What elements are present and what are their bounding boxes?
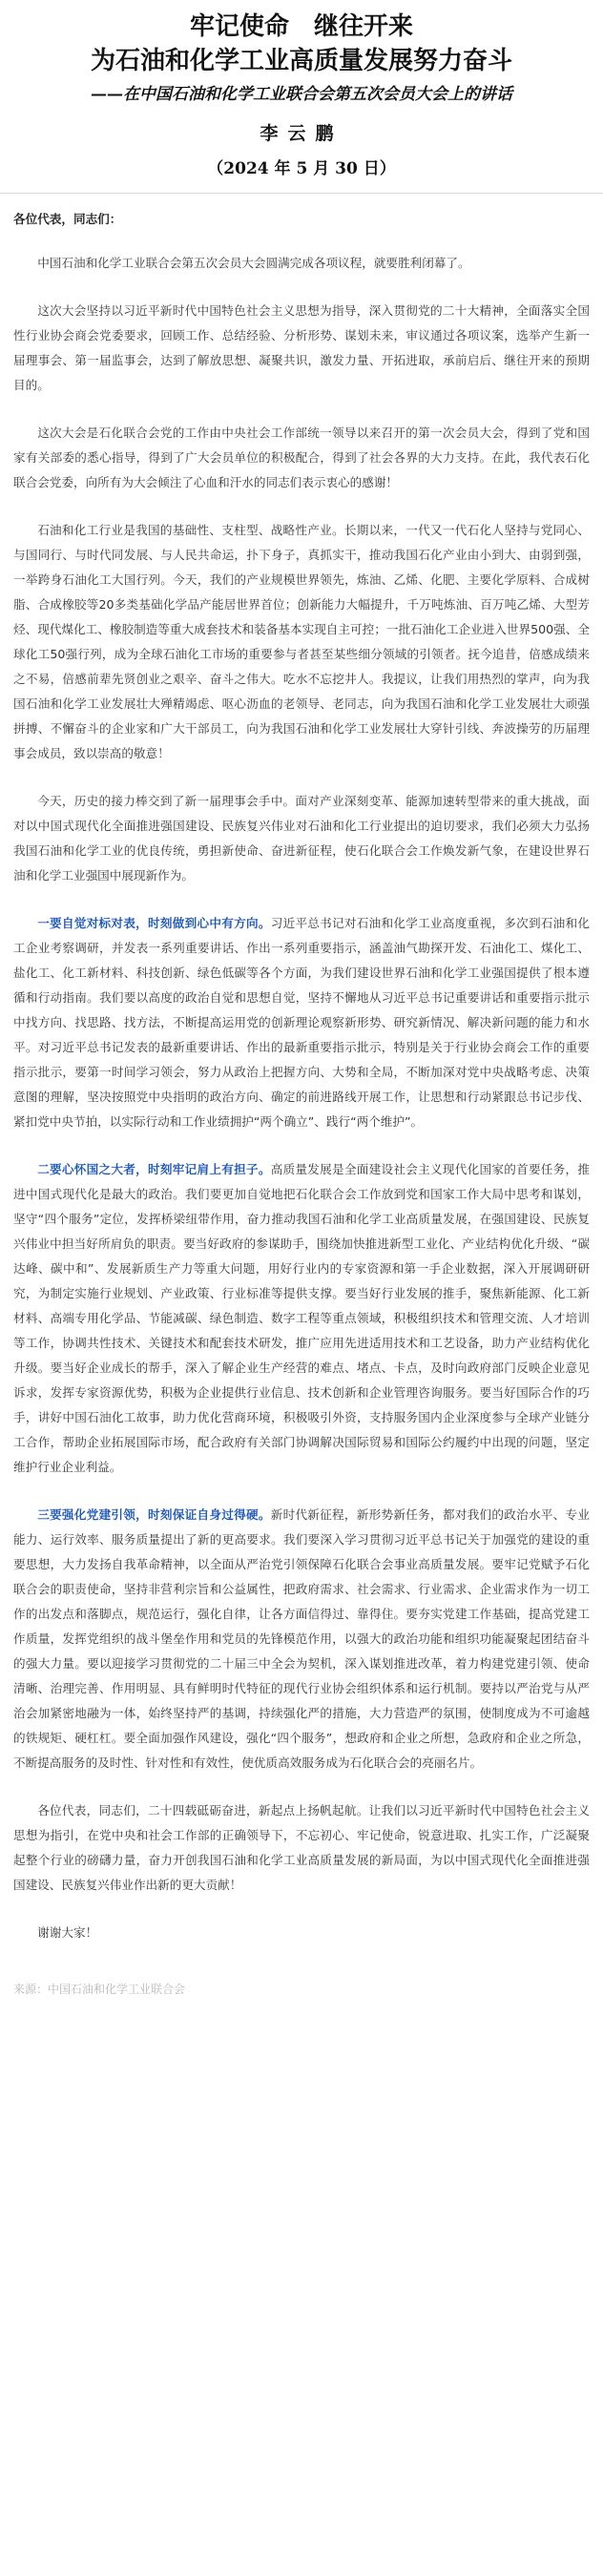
closing-paragraph: 各位代表，同志们，二十四载砥砺奋进，新起点上扬帆起航。让我们以习近平新时代中国特色社会主义思想为指引，在党中央和社会工作部的正确领导下，不忘初心、牢记使命，锐意进取、扎实工作，广泛凝聚起整个行业的磅礴力量，奋力开创我国石油和化学工业高质量发展的新局面，为以中国式现代化全面推进强国建设、民族复兴伟业作出新的更大贡献！ xyxy=(13,1803,590,1892)
paragraph-7-heading: 二要心怀国之大者，时刻牢记肩上有担子。 xyxy=(37,1162,271,1176)
paragraph-1: 中国石油和化学工业联合会第五次会员大会圆满完成各项议程，就要胜利闭幕了。 xyxy=(37,256,470,270)
article-subtitle: ——在中国石油和化学工业联合会第五次会员大会上的讲话 xyxy=(91,85,512,104)
title-line-2: 为石油和化学工业高质量发展努力奋斗 xyxy=(90,47,512,75)
thanks-line: 谢谢大家！ xyxy=(37,1925,98,1940)
header-divider xyxy=(0,193,603,194)
article-title xyxy=(13,10,590,78)
paragraph-7-text: 高质量发展是全面建设社会主义现代化国家的首要任务，推进中国式现代化是最大的政治。我们要更加自觉地把石化联合会工作放到党和国家工作大局中思考和谋划，坚守“四个服务”定位，发挥桥梁纽带作用，奋力推动我国石油和化学工业高质量发展，在强国建设、民族复兴伟业中担当好所肩负的职责。要当好政府的参谋助手，围绕加快推进新型工业化、产业结构优化升级、“碳达峰、碳中和”、发展新质生产力等重大问题，用好行业内的专家资源和第一手企业数据，深入开展调研研究，为制定实施行业规划、产业政策、行业标准等提供支撑。要当好行业发展的推手，聚焦新能源、化工新材料、高端专用化学品、节能减碳、绿色制造、数字工程等重点领域，积极组织技术和管理交流、人才培训等工作，协调共性技术、关键技术和配套技术研发，推广应用先进适用技术和工艺设备，助力产业结构优化升级。要当好企业成长的帮手，深入了解企业生产经营的难点、堵点、卡点，及时向政府部门反映企业意见诉求，发挥专家资源优势，积极为企业提供行业信息、技术创新和企业管理咨询服务。要当好国际合作的巧手，讲好中国石油化工故事，助力优化营商环境，积极吸引外资，支持服务国内企业深度参与全球产业链分工合作，帮助企业拓展国际市场，配合政府有关部门协调解决国际贸易和国际公约履约中出现的问题，坚定维护行业企业利益。 xyxy=(13,1162,591,1474)
title-line-1: 牢记使命 继往开来 xyxy=(189,12,413,41)
paragraph-6-text: 习近平总书记对石油和化学工业高度重视，多次到石油和化工企业考察调研，并发表一系列重要讲话、作出一系列重要指示，涵盖油气勘探开发、石油化工、煤化工、盐化工、化工新材料、科技创新、绿色低碳等各个方面，为我们建设世界石油和化学工业强国提供了根本遵循和行动指南。我们要以高度的政治自觉和思想自觉，坚持不懈地从习近平总书记重要讲话和重要指示批示中找方向、找思路、找方法，不断提高运用党的创新理论观察新形势、研究新情况、解决新问题的能力和水平。对习近平总书记发表的最新重要讲话、作出的最新重要指示批示，特别是关于行业协会商会工作的重要指示批示，要第一时间学习领会，努力从政治上把握方向、大势和全局，不断加深对党中央战略考虑、决策意图的理解，坚决按照党中央指明的政治方向、确定的前进路线开展工作，让思想和行动紧跟总书记步伐、紧扣党中央节拍，以实际行动和工作业绩拥护“两个确立”、践行“两个维护”。 xyxy=(13,916,591,1129)
speaker-name: 李云鹏 xyxy=(260,123,343,144)
paragraph-2: 这次大会坚持以习近平新时代中国特色社会主义思想为指导，深入贯彻党的二十大精神，全面落实全国性行业协会商会党委要求，回顾工作、总结经验、分析形势、谋划未来，审议通过各项议案，选举产生新一届理事会、第一届监事会，达到了解放思想、凝聚共识，激发力量、开拓进取，承前启后、继往开来的预期目的。 xyxy=(13,303,590,392)
greeting: 各位代表，同志们： xyxy=(13,212,122,226)
article-header xyxy=(13,0,590,181)
paragraph-4: 石油和化工行业是我国的基础性、支柱型、战略性产业。长期以来，一代又一代石化人坚持与党同心、与国同行、与时代同发展、与人民共命运，扑下身子，真抓实干，推动我国石化产业由小到大、由弱到强，一举跨身石油化工大国行列。今天，我们的产业规模世界领先，炼油、乙烯、化肥、主要化学原料、合成树脂、合成橡胶等20多类基础化学品产能居世界首位；创新能力大幅提升，千万吨炼油、百万吨乙烯、大型芳烃、现代煤化工、橡胶制造等重大成套技术和装备基本实现自主可控；一批石油化工企业进入世界500强、全球化工50强行列，成为全球石油化工市场的重要参与者甚至某些细分领域的引领者。抚今追昔，倍感成绩来之不易，倍感前辈先贤创业之艰辛、奋斗之伟大。吃水不忘挖井人。我提议，让我们用热烈的掌声，向为我国石油和化学工业发展壮大殚精竭虑、呕心沥血的老领导、老同志，向为我国石油和化学工业发展壮大顽强拼搏、不懈奋斗的企业家和广大干部员工，向为我国石油和化学工业发展壮大穿针引线、奔波操劳的历届理事会成员，致以崇高的敬意！ xyxy=(13,523,590,760)
source-note: 来源：中国石油和化学工业联合会 xyxy=(13,1983,186,1996)
paragraph-5: 今天，历史的接力棒交到了新一届理事会手中。面对产业深刻变革、能源加速转型带来的重大挑战，面对以中国式现代化全面推进强国建设、民族复兴伟业对石油和化工行业提出的迫切要求，我们必须大力弘扬我国石油和化学工业的优良传统，勇担新使命、奋进新征程，使石化联合会工作焕发新气象，在建设世界石油和化学工业强国中展现新作为。 xyxy=(13,794,590,883)
paragraph-8-text: 新时代新征程，新形势新任务，都对我们的政治水平、专业能力、运行效率、服务质量提出了新的更高要求。我们要深入学习贯彻习近平总书记关于加强党的建设的重要思想，大力发扬自我革命精神，以全面从严治党引领保障石化联合会事业高质量发展。要牢记党赋予石化联合会的职责使命，坚持非营利宗旨和公益属性，把政府需求、社会需求、行业需求、企业需求作为一切工作的出发点和落脚点，规范运行，强化自律，让各方面信得过、靠得住。要夯实党建工作基础，提高党建工作质量，发挥党组织的战斗堡垒作用和党员的先锋模范作用，以强大的政治功能和组织功能凝聚起团结奋斗的强大力量。要以迎接学习贯彻党的二十届三中全会为契机，深入谋划推进改革，着力构建党建引领、使命清晰、治理完善、作用明显、具有鲜明时代特征的现代行业协会组织体系和运行机制。要持以严治党与从严治会加紧密地融为一体，始终坚持严的基调，持续强化严的措施，大力营造严的氛围，使制度成为不可逾越的铁规矩、硬杠杠。要全面加强作风建设，强化“四个服务”，想政府和企业之所想，急政府和企业之所急，不断提高服务的及时性、针对性和有效性，使优质高效服务成为石化联合会的亮丽名片。 xyxy=(13,1507,591,1770)
speech-date: （2024 年 5 月 30 日） xyxy=(207,159,396,178)
paragraph-6 xyxy=(13,911,590,1134)
article-body xyxy=(13,207,590,1999)
paragraph-7 xyxy=(13,1157,590,1480)
paragraph-8 xyxy=(13,1503,590,1776)
paragraph-8-heading: 三要强化党建引领，时刻保证自身过得硬。 xyxy=(37,1507,271,1522)
paragraph-6-heading: 一要自觉对标对表，时刻做到心中有方向。 xyxy=(37,916,271,930)
paragraph-3: 这次大会是石化联合会党的工作由中央社会工作部统一领导以来召开的第一次会员大会，得到了党和国家有关部委的悉心指导，得到了广大会员单位的积极配合，得到了社会各界的大力支持。在此，我代表石化联合会党委，向所有为大会倾注了心血和汗水的同志们表示衷心的感谢！ xyxy=(13,426,590,489)
